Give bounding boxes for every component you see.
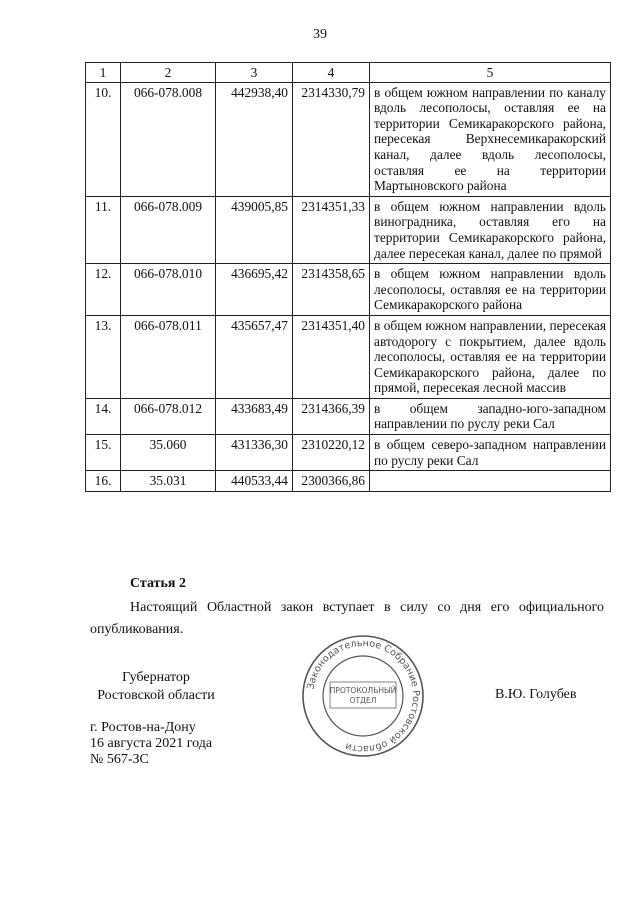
boundary-description: в общем северо-западном направлении по руслу реки Сал — [370, 435, 611, 471]
point-id: 066-078.012 — [121, 398, 216, 434]
coord-x: 436695,42 — [216, 264, 293, 316]
row-number: 13. — [86, 315, 121, 398]
row-number: 15. — [86, 435, 121, 471]
point-id: 066-078.009 — [121, 196, 216, 263]
table-row — [86, 196, 611, 263]
boundary-description: в общем южном направлении по каналу вдоль лесополосы, оставляя ее на территории Семикаракорского района, пересекая Верхнесемикаракорский канал, далее вдоль лесополосы, оставляя ее на территории Мартыновского района — [370, 82, 611, 196]
page-number: 39 — [313, 27, 327, 42]
boundary-description: в общем южном направлении, пересекая автодорогу с покрытием, далее вдоль лесополосы, оставляя ее на территории Семикаракорского района, далее по прямой, пересекая лесной массив — [370, 315, 611, 398]
coordinates-table — [85, 62, 611, 492]
official-stamp — [300, 633, 426, 759]
coord-x: 440533,44 — [216, 471, 293, 492]
coord-x: 442938,40 — [216, 82, 293, 196]
point-id: 35.031 — [121, 471, 216, 492]
coord-y: 2314351,33 — [293, 196, 370, 263]
coord-x: 433683,49 — [216, 398, 293, 434]
table-row — [86, 82, 611, 196]
law-number: № 567-ЗС — [90, 752, 149, 767]
boundary-description: в общем южном направлении вдоль виноградника, оставляя его на территории Семикаракорского района, далее пересекая канал, далее по прямой — [370, 196, 611, 263]
city: г. Ростов-на-Дону — [90, 720, 196, 735]
point-id: 066-078.010 — [121, 264, 216, 316]
place-date-block — [90, 720, 212, 768]
table-header-row — [86, 63, 611, 83]
column-header: 2 — [121, 63, 216, 83]
point-id: 066-078.011 — [121, 315, 216, 398]
column-header: 4 — [293, 63, 370, 83]
table-row — [86, 315, 611, 398]
table-row — [86, 398, 611, 434]
governor-title-line: Губернатор — [122, 670, 190, 685]
coord-y: 2300366,86 — [293, 471, 370, 492]
coord-y: 2314366,39 — [293, 398, 370, 434]
coord-x: 431336,30 — [216, 435, 293, 471]
point-id: 35.060 — [121, 435, 216, 471]
governor-title — [90, 669, 222, 705]
row-number: 14. — [86, 398, 121, 434]
table-row — [86, 471, 611, 492]
boundary-description: в общем западно-юго-западном направлении по руслу реки Сал — [370, 398, 611, 434]
boundary-description: в общем южном направлении вдоль лесополосы, оставляя ее на территории Семикаракорского района — [370, 264, 611, 316]
coord-y: 2310220,12 — [293, 435, 370, 471]
table-row — [86, 264, 611, 316]
boundary-description — [370, 471, 611, 492]
coord-y: 2314358,65 — [293, 264, 370, 316]
stamp-center-line: ПРОТОКОЛЬНЫЙ — [329, 686, 397, 695]
column-header: 1 — [86, 63, 121, 83]
table-row — [86, 435, 611, 471]
row-number: 11. — [86, 196, 121, 263]
governor-title-line: Ростовской области — [97, 688, 215, 703]
column-header: 5 — [370, 63, 611, 83]
row-number: 10. — [86, 82, 121, 196]
coord-y: 2314351,40 — [293, 315, 370, 398]
coord-y: 2314330,79 — [293, 82, 370, 196]
row-number: 12. — [86, 264, 121, 316]
column-header: 3 — [216, 63, 293, 83]
coord-x: 439005,85 — [216, 196, 293, 263]
article-title: Статья 2 — [130, 576, 186, 591]
governor-name: В.Ю. Голубев — [495, 687, 577, 702]
stamp-center-line: ОТДЕЛ — [349, 696, 377, 705]
row-number: 16. — [86, 471, 121, 492]
stamp-ring-text: Законодательное Собрание Ростовской области — [305, 637, 422, 755]
date: 16 августа 2021 года — [90, 736, 213, 751]
point-id: 066-078.008 — [121, 82, 216, 196]
article-text: Настоящий Областной закон вступает в силу со дня его официального опубликования. — [90, 600, 604, 637]
coord-x: 435657,47 — [216, 315, 293, 398]
